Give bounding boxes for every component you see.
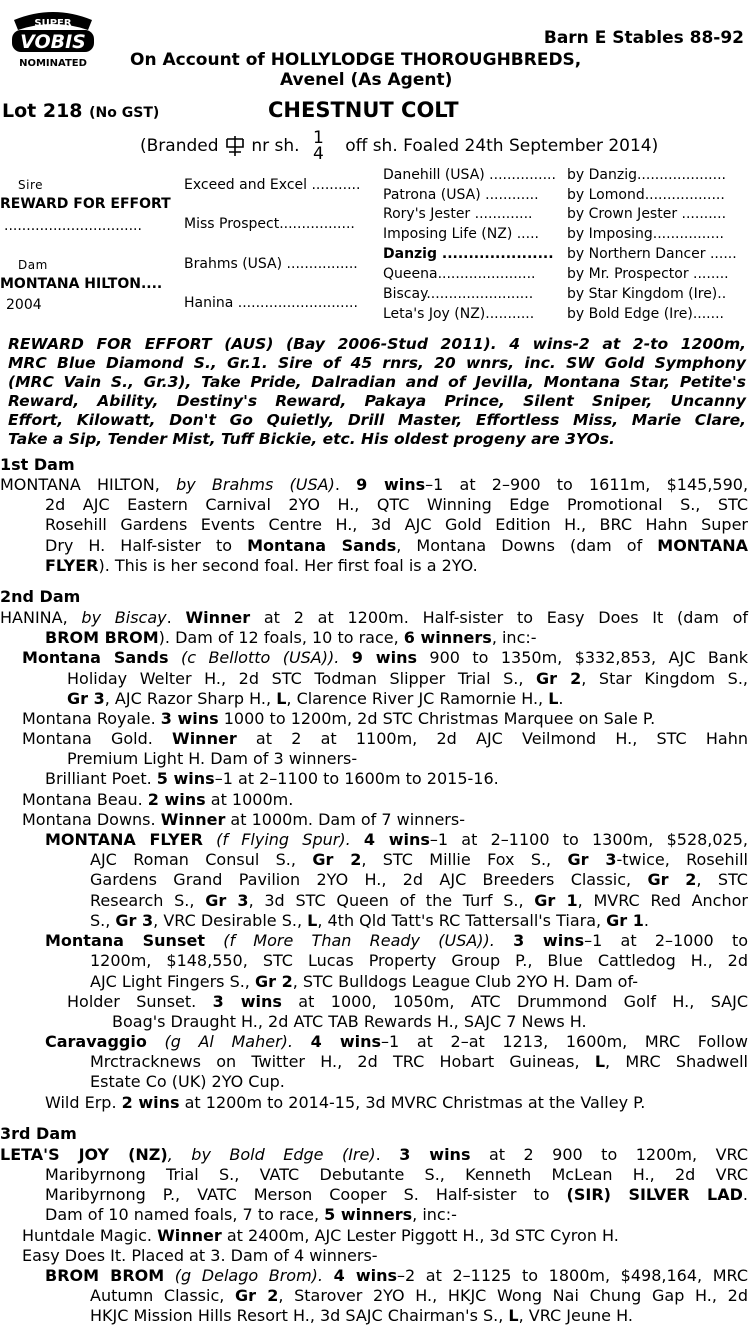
lot-label: Lot 218	[2, 100, 83, 122]
gen3-8: Leta's Joy (NZ)...........	[383, 306, 535, 322]
progeny-line: Holder Sunset. 3 wins at 1000, 1050m, ATC Drummond Golf H., SAJC	[67, 992, 748, 1011]
brand-mark-icon	[224, 136, 251, 156]
gen2-dam-sire: Brahms (USA) ................	[184, 256, 358, 272]
progeny-line: S., Gr 3, VRC Desirable S., L, 4th Qld Tatt's RC Tattersall's Tiara, Gr 1.	[90, 911, 649, 930]
gen3-6: Queena......................	[383, 266, 536, 282]
first-dam-line: Rosehill Gardens Events Centre H., 3d AJC Gold Edition H., BRC Hahn Super	[45, 515, 748, 534]
third-dam-line: Maribyrnong Trial S., VATC Debutante S., Kenneth McLean H., 2d VRC	[45, 1165, 748, 1184]
sire-summary-line: Effort, Kilowatt, Don't Go Quietly, Drill Master, Effortless Miss, Marie Clare,	[8, 411, 746, 429]
gst-note: (No GST)	[89, 105, 160, 121]
progeny-line: Brilliant Poet. 5 wins–1 at 2–1100 to 1600m to 2015-16.	[45, 769, 499, 788]
progeny-line: Premium Light H. Dam of 3 winners-	[67, 749, 358, 768]
gen2-dam-dam: Hanina ...........................	[184, 295, 358, 311]
gen3-7: Biscay........................	[383, 286, 534, 302]
logo-nominated-text: NOMINATED	[19, 58, 87, 68]
vendor-account: On Account of HOLLYLODGE THOROUGHBREDS,	[130, 50, 582, 70]
super-vobis-logo	[8, 6, 98, 68]
progeny-line: Gardens Grand Pavilion 2YO H., 2d AJC Breeders Classic, Gr 2, STC	[90, 870, 748, 889]
barn-location: Barn E Stables 88-92	[543, 28, 744, 48]
sire-dots: ...............................	[4, 218, 142, 234]
logo-super-text: SUPER	[34, 18, 72, 29]
progeny-line: HKJC Mission Hills Resort H., 3d SAJC Chairman's S., L, VRC Jeune H.	[90, 1306, 633, 1325]
third-dam-line: LETA'S JOY (NZ), by Bold Edge (Ire). 3 wins at 2 900 to 1200m, VRC	[0, 1145, 749, 1164]
gen3-4: Imposing Life (NZ) .....	[383, 226, 539, 242]
gen4-5: by Northern Dancer ......	[567, 246, 737, 262]
progeny-line: AJC Roman Consul S., Gr 2, STC Millie Fox S., Gr 3-twice, Rosehill	[90, 850, 749, 869]
progeny-line: Caravaggio (g Al Maher). 4 wins–1 at 2–at 1213, 1600m, MRC Follow	[45, 1032, 748, 1051]
third-dam-line: Maribyrnong P., VATC Merson Cooper S. Half-sister to (SIR) SILVER LAD.	[45, 1185, 748, 1204]
third-dam-heading: 3rd Dam	[0, 1124, 77, 1143]
vendor-agent: Avenel (As Agent)	[280, 70, 453, 90]
progeny-line: BROM BROM (g Delago Brom). 4 wins–2 at 2–1125 to 1800m, $498,164, MRC	[45, 1266, 748, 1285]
progeny-line: Holiday Welter H., 2d STC Todman Slipper Trial S., Gr 2, Star Kingdom S.,	[67, 669, 749, 688]
progeny-line: AJC Light Fingers S., Gr 2, STC Bulldogs League Club 2YO H. Dam of-	[90, 972, 638, 991]
dam-name: MONTANA HILTON....	[0, 276, 163, 292]
first-dam-line: Dry H. Half-sister to Montana Sands, Montana Downs (dam of MONTANA	[45, 536, 749, 555]
progeny-line: Autumn Classic, Gr 2, Starover 2YO H., HKJC Wong Nai Chung Gap H., 2d	[90, 1286, 748, 1305]
progeny-line: Huntdale Magic. Winner at 2400m, AJC Lester Piggott H., 3d STC Cyron H.	[22, 1226, 619, 1245]
brand-pre: (Branded	[140, 136, 219, 156]
gen4-7: by Star Kingdom (Ire)..	[567, 286, 727, 302]
lot-number	[2, 100, 159, 122]
logo-vobis-text: VOBIS	[20, 31, 86, 53]
dam-year: 2004	[6, 297, 42, 313]
progeny-line: Gr 3, AJC Razor Sharp H., L, Clarence River JC Ramornie H., L.	[67, 689, 564, 708]
second-dam-heading: 2nd Dam	[0, 587, 81, 606]
sire-summary-line: Take a Sip, Tender Mist, Tuff Bickie, etc. His oldest progeny are 3YOs.	[8, 430, 615, 448]
sire-summary-line: MRC Blue Diamond S., Gr.1. Sire of 45 rnrs, 20 wnrs, inc. SW Gold Symphony	[8, 354, 746, 372]
progeny-line: Montana Sunset (f More Than Ready (USA)). 3 wins–1 at 2–1000 to	[45, 931, 749, 950]
progeny-line: Montana Sands (c Bellotto (USA)). 9 wins 900 to 1350m, $332,853, AJC Bank	[22, 648, 749, 667]
gen3-3: Rory's Jester .............	[383, 206, 533, 222]
progeny-line: Montana Royale. 3 wins 1000 to 1200m, 2d STC Christmas Marquee on Sale P.	[22, 709, 656, 728]
first-dam-heading: 1st Dam	[0, 455, 75, 474]
sire-summary-line: (MRC Vain S., Gr.3), Take Pride, Dalradian and of Jevilla, Montana Star, Petite's	[8, 373, 746, 391]
progeny-line: MONTANA FLYER (f Flying Spur). 4 wins–1 at 2–1100 to 1300m, $528,025,	[45, 830, 749, 849]
progeny-line: Mrctracknews on Twitter H., 2d TRC Hobart Guineas, L, MRC Shadwell	[90, 1052, 749, 1071]
second-dam-line: HANINA, by Biscay. Winner at 2 at 1200m. Half-sister to Easy Does It (dam of	[0, 608, 748, 627]
progeny-line: Research S., Gr 3, 3d STC Queen of the Turf S., Gr 1, MVRC Red Anchor	[90, 891, 748, 910]
gen2-sire-sire: Exceed and Excel ...........	[184, 177, 361, 193]
gen3-2: Patrona (USA) ............	[383, 187, 539, 203]
sire-label: Sire	[18, 178, 44, 192]
sire-summary-line: Reward, Ability, Destiny's Reward, Pakaya Prince, Silent Sniper, Uncanny	[8, 392, 746, 410]
first-dam-line: MONTANA HILTON, by Brahms (USA). 9 wins–1 at 2–900 to 1611m, $145,590,	[0, 475, 749, 494]
brand-fraction	[313, 130, 324, 162]
gen4-4: by Imposing................	[567, 226, 724, 242]
dam-label: Dam	[18, 258, 48, 272]
gen4-3: by Crown Jester ..........	[567, 206, 727, 222]
gen4-8: by Bold Edge (Ire).......	[567, 306, 724, 322]
progeny-line: Montana Downs. Winner at 1000m. Dam of 7 winners-	[22, 810, 465, 829]
progeny-line: Montana Gold. Winner at 2 at 1100m, 2d AJC Veilmond H., STC Hahn	[22, 729, 748, 748]
brand-description	[140, 130, 658, 162]
gen4-6: by Mr. Prospector ........	[567, 266, 729, 282]
progeny-line: Estate Co (UK) 2YO Cup.	[90, 1072, 285, 1091]
gen3-5: Danzig .....................	[383, 246, 554, 262]
gen3-1: Danehill (USA) ...............	[383, 167, 556, 183]
third-dam-line: Dam of 10 named foals, 7 to race, 5 winners, inc:-	[45, 1205, 457, 1224]
progeny-line: Easy Does It. Placed at 3. Dam of 4 winners-	[22, 1246, 378, 1265]
progeny-line: Boag's Draught H., 2d ATC TAB Rewards H., SAJC 7 News H.	[112, 1012, 587, 1031]
sire-summary-line: REWARD FOR EFFORT (AUS) (Bay 2006-Stud 2011). 4 wins-2 at 2-to 1200m,	[8, 335, 746, 353]
brand-fraction-denominator: 4	[312, 144, 324, 164]
gen4-1: by Danzig....................	[567, 167, 726, 183]
progeny-line: Wild Erp. 2 wins at 1200m to 2014-15, 3d MVRC Christmas at the Valley P.	[45, 1093, 646, 1112]
brand-post: off sh. Foaled 24th September 2014)	[345, 136, 659, 156]
lot-title: CHESTNUT COLT	[268, 98, 459, 122]
second-dam-line: BROM BROM). Dam of 12 foals, 10 to race, 6 winners, inc:-	[45, 628, 537, 647]
first-dam-line: 2d AJC Eastern Carnival 2YO H., QTC Winning Edge Promotional S., STC	[45, 495, 748, 514]
progeny-line: Montana Beau. 2 wins at 1000m.	[22, 790, 294, 809]
sire-name: REWARD FOR EFFORT	[0, 196, 171, 212]
gen4-2: by Lomond..................	[567, 187, 725, 203]
brand-mid: nr sh.	[251, 136, 300, 156]
gen2-sire-dam: Miss Prospect.................	[184, 216, 355, 232]
progeny-line: 1200m, $148,550, STC Lucas Property Group P., Blue Cattledog H., 2d	[90, 951, 748, 970]
first-dam-line: FLYER). This is her second foal. Her first foal is a 2YO.	[45, 556, 478, 575]
brand-fraction-numerator: 1	[312, 128, 324, 148]
